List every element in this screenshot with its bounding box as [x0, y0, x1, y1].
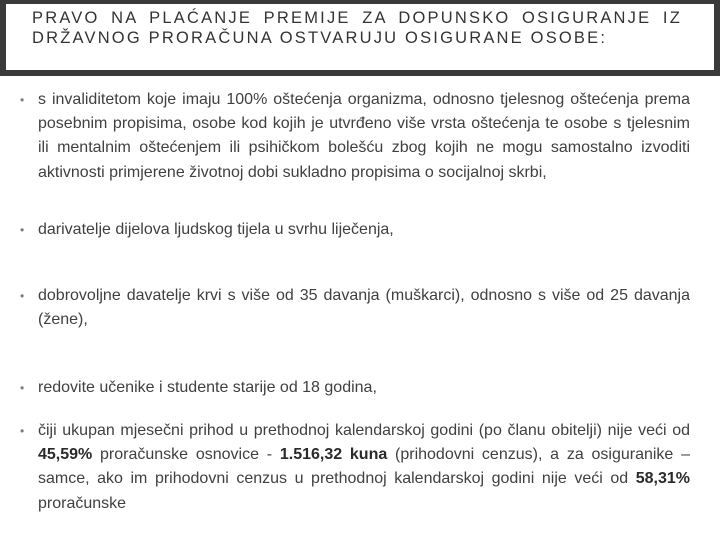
list-item: [20, 419, 690, 516]
text-part: čiji ukupan mjesečni prihod u prethodnoj kalendarskoj godini (po članu obitelji) nije veći od: [38, 422, 690, 439]
text-part: (prihodovni cenzus), a za osiguranike – samce, ako im prihodovni cenzus u prethodnoj kalendarskoj godini nije veći od: [38, 446, 690, 488]
highlight-percentage: 58,31%: [635, 470, 690, 488]
bullet-icon: •: [20, 223, 25, 237]
bullet-icon: •: [20, 289, 25, 303]
highlight-percentage: 45,59%: [38, 446, 93, 464]
list-item-text: s invaliditetom koje imaju 100% oštećenja organizma, odnosno tjelesnog oštećenja prema posebnim propisima, osobe kod kojih je utvrđeno više vrsta oštećenja te osobe s tjelesnim ili mentalnim oštećenjem ili psihičkom bolešću zbog kojih ne mogu samostalno izvoditi aktivnosti primjerene životnoj dobi sukladno propisima o socijalnoj skrbi,: [38, 91, 690, 181]
slide-title: PRAVO NA PLAĆANJE PREMIJE ZA DOPUNSKO OSIGURANJE IZ DRŽAVNOG PRORAČUNA OSTVARUJU OSIGURANE OSOBE:: [32, 9, 682, 47]
list-item: [20, 376, 690, 400]
list-item: [20, 284, 690, 332]
list-item: [20, 88, 690, 185]
list-item-text: dobrovoljne davatelje krvi s više od 35 davanja (muškarci), odnosno s više od 25 davanja (žene),: [38, 287, 690, 329]
bullet-icon: •: [20, 93, 25, 107]
list-item-text: [38, 419, 690, 516]
text-part: proračunske: [38, 494, 127, 512]
bullet-icon: •: [20, 424, 25, 438]
highlight-amount: 1.516,32 kuna: [279, 446, 388, 464]
slide-title-box: [0, 0, 720, 76]
list-item: [20, 218, 690, 242]
list-item-text: darivatelje dijelova ljudskog tijela u svrhu liječenja,: [38, 221, 394, 238]
bullet-icon: •: [20, 381, 25, 395]
list-item-text: redovite učenike i studente starije od 18 godina,: [38, 379, 377, 396]
text-part: proračunske osnovice -: [92, 446, 280, 464]
